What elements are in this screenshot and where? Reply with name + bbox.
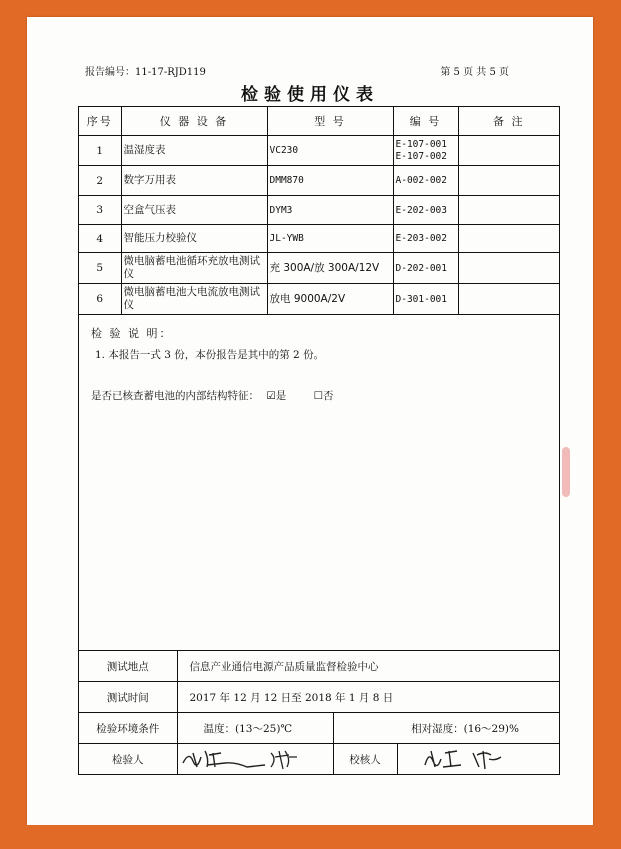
location-label: 测试地点 <box>79 651 177 682</box>
row-code: E-107-001 E-107-002 <box>393 136 458 166</box>
table-row <box>79 225 559 253</box>
row-remark <box>458 196 559 225</box>
row-device: 智能压力校验仪 <box>121 225 267 253</box>
inspector-signature <box>177 744 333 776</box>
test-info-section <box>79 650 559 775</box>
row-remark <box>458 253 559 284</box>
row-model: JL-YWB <box>267 225 393 253</box>
row-device: 空盒气压表 <box>121 196 267 225</box>
report-frame <box>78 106 560 775</box>
structure-check-line <box>91 388 338 403</box>
row-code: A-002-002 <box>393 166 458 196</box>
time-value: 2017 年 12 月 12 日至 2018 年 1 月 8 日 <box>177 682 559 713</box>
row-model: DMM870 <box>267 166 393 196</box>
table-row <box>79 284 559 315</box>
reviewer-signature-icon <box>399 745 519 771</box>
row-code: D-202-001 <box>393 253 458 284</box>
row-remark <box>458 136 559 166</box>
reviewer-label: 校核人 <box>333 744 397 776</box>
table-row <box>79 196 559 225</box>
page-title: 检验使用仪表 <box>241 85 379 105</box>
row-no: 6 <box>79 284 121 315</box>
table-row <box>79 253 559 284</box>
table-row <box>79 136 559 166</box>
notes-title: 检 验 说 明： <box>91 327 173 340</box>
env-label: 检验环境条件 <box>79 713 177 744</box>
row-device: 微电脑蓄电池大电流放电测试仪 <box>121 284 267 315</box>
row-model: DYM3 <box>267 196 393 225</box>
humidity-value: 相对湿度：(16～29)% <box>333 713 559 744</box>
stamp-mark <box>562 447 570 497</box>
location-value: 信息产业通信电源产品质量监督检验中心 <box>177 651 559 682</box>
row-model: 放电 9000A/2V <box>267 284 393 315</box>
row-model: VC230 <box>267 136 393 166</box>
row-no: 5 <box>79 253 121 284</box>
row-code: E-203-002 <box>393 225 458 253</box>
col-header-code: 编 号 <box>393 107 458 136</box>
note-copies: 1. 本报告一式 3 份，本份报告是其中的第 2 份。 <box>95 349 325 361</box>
inspector-label: 检验人 <box>79 744 177 776</box>
reviewer-signature <box>397 744 559 776</box>
check-no-box: ☐否 <box>313 390 334 402</box>
row-device: 温湿度表 <box>121 136 267 166</box>
row-remark <box>458 225 559 253</box>
check-yes-box: ☑是 <box>266 390 287 402</box>
time-label: 测试时间 <box>79 682 177 713</box>
row-code: D-301-001 <box>393 284 458 315</box>
col-header-model: 型 号 <box>267 107 393 136</box>
table-header-row <box>79 107 559 136</box>
row-remark <box>458 284 559 315</box>
col-header-no: 序号 <box>79 107 121 136</box>
row-no: 2 <box>79 166 121 196</box>
row-no: 4 <box>79 225 121 253</box>
instrument-table <box>79 107 559 315</box>
page-border-bottom <box>0 825 621 849</box>
row-no: 3 <box>79 196 121 225</box>
temperature-value: 温度：(13～25)℃ <box>177 713 333 744</box>
test-info-table <box>79 650 559 775</box>
row-device: 数字万用表 <box>121 166 267 196</box>
row-no: 1 <box>79 136 121 166</box>
report-number: 报告编号：11-17-RJD119 <box>85 67 206 78</box>
row-remark <box>458 166 559 196</box>
check-question: 是否已核查蓄电池的内部结构特征： <box>91 390 259 402</box>
page-info: 第 5 页 共 5 页 <box>440 67 509 78</box>
table-row <box>79 166 559 196</box>
inspector-signature-icon <box>179 745 329 771</box>
col-header-remark: 备 注 <box>458 107 559 136</box>
row-model: 充 300A/放 300A/12V <box>267 253 393 284</box>
report-page <box>27 17 593 825</box>
col-header-device: 仪 器 设 备 <box>121 107 267 136</box>
row-device: 微电脑蓄电池循环充放电测试仪 <box>121 253 267 284</box>
row-code: E-202-003 <box>393 196 458 225</box>
